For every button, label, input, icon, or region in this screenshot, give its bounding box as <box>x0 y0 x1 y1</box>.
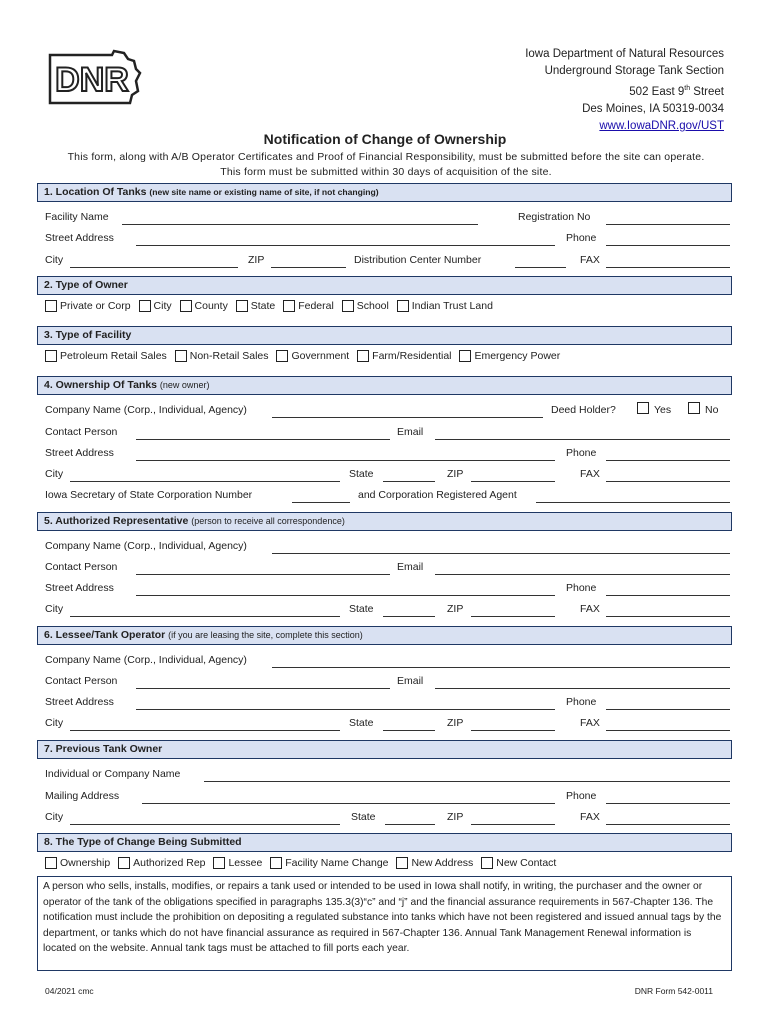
s4-zip-field[interactable] <box>471 481 555 482</box>
facility-nonretail-checkbox[interactable] <box>175 350 187 362</box>
form-title: Notification of Change of Ownership <box>263 131 507 147</box>
form-intro: This form, along with A/B Operator Certificates and Proof of Financial Responsibility, must be submitted before the site can operate. This form must be submitted within 30 days of acquisition of the site. <box>67 151 705 178</box>
section-7-header: 7. Previous Tank Owner <box>37 740 732 759</box>
s5-email-label: Email <box>397 561 424 573</box>
s6-company-field[interactable] <box>272 667 730 668</box>
s4-phone-label: Phone <box>566 447 597 459</box>
owner-county-checkbox[interactable] <box>180 300 192 312</box>
s4-zip-label: ZIP <box>447 468 464 480</box>
section-2-header: 2. Type of Owner <box>37 276 732 295</box>
facility-type-options: Petroleum Retail Sales Non-Retail Sales Government Farm/Residential Emergency Power <box>45 350 565 365</box>
zip-field[interactable] <box>271 267 346 268</box>
owner-school-checkbox[interactable] <box>342 300 354 312</box>
s4-fax-field[interactable] <box>606 481 730 482</box>
s4-email-label: Email <box>397 426 424 438</box>
agency-name: Iowa Department of Natural Resources <box>525 48 724 60</box>
s7-fax-field[interactable] <box>606 824 730 825</box>
s7-state-field[interactable] <box>385 824 435 825</box>
deed-no-label: No <box>705 404 719 416</box>
phone-field[interactable] <box>606 245 730 246</box>
change-ownership-checkbox[interactable] <box>45 857 57 869</box>
agency-url-link[interactable]: www.IowaDNR.gov/UST <box>599 119 724 132</box>
s5-zip-field[interactable] <box>471 616 555 617</box>
s5-phone-field[interactable] <box>606 595 730 596</box>
agency-section: Underground Storage Tank Section <box>544 65 724 77</box>
facility-petroleum-checkbox[interactable] <box>45 350 57 362</box>
s4-company-field[interactable] <box>272 417 543 418</box>
fax-field[interactable] <box>606 267 730 268</box>
section-4-header: 4. Ownership Of Tanks (new owner) <box>37 376 732 395</box>
s4-street-label: Street Address <box>45 447 114 459</box>
facility-name-field[interactable] <box>122 224 478 225</box>
s4-email-field[interactable] <box>435 439 730 440</box>
street-address-field[interactable] <box>136 245 555 246</box>
s7-zip-label: ZIP <box>447 811 464 823</box>
owner-city-checkbox[interactable] <box>139 300 151 312</box>
s6-phone-label: Phone <box>566 696 597 708</box>
s4-company-label: Company Name (Corp., Individual, Agency) <box>45 404 247 416</box>
s6-fax-field[interactable] <box>606 730 730 731</box>
deed-holder-label: Deed Holder? <box>551 404 616 416</box>
s5-email-field[interactable] <box>435 574 730 575</box>
dnr-logo <box>42 47 142 105</box>
change-facility-name-checkbox[interactable] <box>270 857 282 869</box>
section-3-header: 3. Type of Facility <box>37 326 732 345</box>
s4-contact-field[interactable] <box>136 439 390 440</box>
s4-state-label: State <box>349 468 374 480</box>
legal-notice: A person who sells, installs, modifies, or repairs a tank used or intended to be used in Iowa shall notify, in writing, the purchaser and the owner or operator of the tank of the obligations specified in paragraphs 135.3(3)“c” and “j” and the financial assurance requirements in 567-Chapter 136. The notification must include the prohibition on depositing a regulated substance into tanks which have not been registered and issued annual tags by the department, or tanks which do not have financial assurance as required in 567-Chapter 136. Annual Tank Management Renewal information is located on the website. Annual tank tags must be attached to fill ports each year. <box>37 876 732 971</box>
city-field[interactable] <box>70 267 238 268</box>
s6-city-field[interactable] <box>70 730 340 731</box>
s6-contact-label: Contact Person <box>45 675 118 687</box>
zip-label: ZIP <box>248 254 265 266</box>
facility-farm-checkbox[interactable] <box>357 350 369 362</box>
s4-contact-label: Contact Person <box>45 426 118 438</box>
s4-street-field[interactable] <box>136 460 555 461</box>
section-5-header: 5. Authorized Representative (person to receive all correspondence) <box>37 512 732 531</box>
change-lessee-checkbox[interactable] <box>213 857 225 869</box>
s6-state-field[interactable] <box>383 730 435 731</box>
phone-label: Phone <box>566 232 597 244</box>
registration-no-field[interactable] <box>606 224 730 225</box>
footer-form-number: DNR Form 542-0011 <box>634 986 713 996</box>
s4-sos-label: Iowa Secretary of State Corporation Number <box>45 489 253 501</box>
s4-city-field[interactable] <box>70 481 340 482</box>
section-8-header: 8. The Type of Change Being Submitted <box>37 833 732 852</box>
s6-email-label: Email <box>397 675 424 687</box>
change-authorized-rep-checkbox[interactable] <box>118 857 130 869</box>
s6-email-field[interactable] <box>435 688 730 689</box>
agency-street: 502 East 9th Street <box>629 85 724 98</box>
s6-street-field[interactable] <box>136 709 555 710</box>
facility-government-checkbox[interactable] <box>276 350 288 362</box>
owner-indian-trust-checkbox[interactable] <box>397 300 409 312</box>
s4-agent-label: and Corporation Registered Agent <box>358 489 517 501</box>
svg-text:DNR: DNR <box>55 61 129 99</box>
section-1-header: 1. Location Of Tanks (new site name or existing name of site, if not changing) <box>37 183 732 202</box>
s4-phone-field[interactable] <box>606 460 730 461</box>
deed-yes-label: Yes <box>654 404 672 416</box>
s5-state-field[interactable] <box>383 616 435 617</box>
city-label: City <box>45 254 64 266</box>
s5-city-label: City <box>45 603 64 615</box>
facility-name-label: Facility Name <box>45 211 109 223</box>
s4-fax-label: FAX <box>580 468 600 480</box>
owner-type-options: Private or Corp City County State Federal School Indian Trust Land <box>45 300 498 315</box>
owner-state-checkbox[interactable] <box>236 300 248 312</box>
s5-phone-label: Phone <box>566 582 597 594</box>
s7-individual-field[interactable] <box>204 781 730 782</box>
owner-private-checkbox[interactable] <box>45 300 57 312</box>
change-type-options: Ownership Authorized Rep Lessee Facility Name Change New Address New Contact <box>45 857 561 872</box>
s7-phone-label: Phone <box>566 790 597 802</box>
street-address-label: Street Address <box>45 232 114 244</box>
s5-fax-label: FAX <box>580 603 600 615</box>
agency-city: Des Moines, IA 50319-0034 <box>582 102 724 115</box>
s5-contact-label: Contact Person <box>45 561 118 573</box>
s6-zip-field[interactable] <box>471 730 555 731</box>
s6-state-label: State <box>349 717 374 729</box>
distribution-field[interactable] <box>515 267 566 268</box>
s7-phone-field[interactable] <box>606 803 730 804</box>
s7-individual-label: Individual or Company Name <box>45 768 181 780</box>
s6-fax-label: FAX <box>580 717 600 729</box>
s5-city-field[interactable] <box>70 616 340 617</box>
s7-mailing-field[interactable] <box>142 803 555 804</box>
section-6-header: 6. Lessee/Tank Operator (if you are leasing the site, complete this section) <box>37 626 732 645</box>
s6-street-label: Street Address <box>45 696 114 708</box>
change-new-contact-checkbox[interactable] <box>481 857 493 869</box>
owner-federal-checkbox[interactable] <box>283 300 295 312</box>
s7-fax-label: FAX <box>580 811 600 823</box>
s5-state-label: State <box>349 603 374 615</box>
s6-zip-label: ZIP <box>447 717 464 729</box>
s5-company-label: Company Name (Corp., Individual, Agency) <box>45 540 247 552</box>
s6-contact-field[interactable] <box>136 688 390 689</box>
change-new-address-checkbox[interactable] <box>396 857 408 869</box>
agency-address <box>525 46 724 135</box>
s5-company-field[interactable] <box>272 553 730 554</box>
s4-state-field[interactable] <box>383 481 435 482</box>
s6-city-label: City <box>45 717 64 729</box>
s4-city-label: City <box>45 468 64 480</box>
s5-street-field[interactable] <box>136 595 555 596</box>
footer-date: 04/2021 cmc <box>45 986 94 996</box>
fax-label: FAX <box>580 254 600 266</box>
s5-fax-field[interactable] <box>606 616 730 617</box>
s5-zip-label: ZIP <box>447 603 464 615</box>
deed-yes-checkbox[interactable] <box>637 402 649 414</box>
s7-city-label: City <box>45 811 64 823</box>
registration-no-label: Registration No <box>518 211 591 223</box>
s5-contact-field[interactable] <box>136 574 390 575</box>
s7-city-field[interactable] <box>70 824 340 825</box>
s4-agent-field[interactable] <box>536 502 730 503</box>
s5-street-label: Street Address <box>45 582 114 594</box>
s4-sos-field[interactable] <box>292 502 350 503</box>
distribution-label: Distribution Center Number <box>354 254 482 266</box>
s6-company-label: Company Name (Corp., Individual, Agency) <box>45 654 247 666</box>
facility-emergency-checkbox[interactable] <box>459 350 471 362</box>
s7-mailing-label: Mailing Address <box>45 790 120 802</box>
s7-state-label: State <box>351 811 376 823</box>
s7-zip-field[interactable] <box>471 824 555 825</box>
s6-phone-field[interactable] <box>606 709 730 710</box>
deed-no-checkbox[interactable] <box>688 402 700 414</box>
